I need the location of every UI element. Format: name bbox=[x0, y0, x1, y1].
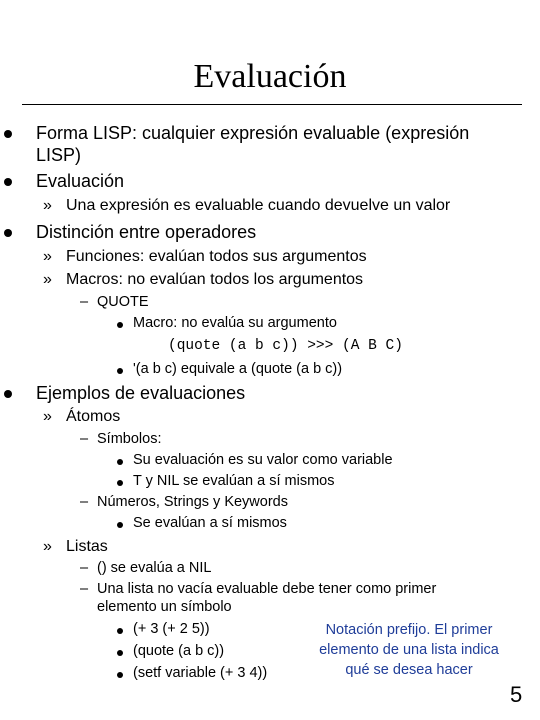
bullet-dot bbox=[4, 130, 12, 138]
item-quote-macro: Macro: no evalúa su argumento bbox=[133, 315, 337, 331]
sub-atomos: Átomos bbox=[66, 408, 121, 425]
bullet-evaluacion: Evaluación bbox=[36, 171, 125, 191]
bullet-distincion: Distinción entre operadores bbox=[36, 222, 257, 242]
page-number: 5 bbox=[510, 682, 523, 707]
dash-marker: – bbox=[80, 581, 89, 597]
example-1: (+ 3 (+ 2 5)) bbox=[133, 621, 210, 637]
bullet-dot-small bbox=[117, 480, 123, 486]
page-title: Evaluación bbox=[193, 58, 347, 95]
item-numeros-1: Se evalúan a sí mismos bbox=[133, 515, 287, 531]
prefix-note-line: Notación prefijo. El primer bbox=[325, 622, 493, 638]
item-lista-novacia: Una lista no vacía evaluable debe tener como primer bbox=[97, 581, 437, 597]
dash-marker: – bbox=[80, 294, 89, 310]
example-3: (setf variable (+ 3 4)) bbox=[133, 665, 268, 681]
sub-funciones: Funciones: evalúan todos sus argumentos bbox=[66, 248, 367, 265]
dash-marker: – bbox=[80, 560, 89, 576]
bullet-dot bbox=[4, 390, 12, 398]
bullet-dot-small bbox=[117, 322, 123, 328]
bullet-forma-lisp: Forma LISP: cualquier expresión evaluable (expresión bbox=[36, 123, 470, 143]
dash-marker: – bbox=[80, 431, 89, 447]
item-simbolos: Símbolos: bbox=[97, 431, 162, 447]
item-quote: QUOTE bbox=[97, 294, 149, 310]
bullet-forma-lisp-cont: LISP) bbox=[36, 145, 82, 165]
item-lista-novacia-cont: elemento un símbolo bbox=[97, 599, 232, 615]
item-numeros: Números, Strings y Keywords bbox=[97, 494, 288, 510]
sub-evaluacion: Una expresión es evaluable cuando devuelve un valor bbox=[66, 197, 451, 214]
bullet-dot-small bbox=[117, 522, 123, 528]
item-lista-vacia: () se evalúa a NIL bbox=[97, 560, 212, 576]
code-quote-example: (quote (a b c)) >>> (A B C) bbox=[168, 338, 403, 354]
bullet-dot bbox=[4, 178, 12, 186]
title-rule bbox=[22, 104, 522, 105]
example-2: (quote (a b c)) bbox=[133, 643, 225, 659]
bullet-dot-small bbox=[117, 650, 123, 656]
sub-marker: » bbox=[43, 197, 52, 214]
sub-marker: » bbox=[43, 538, 52, 555]
bullet-dot-small bbox=[117, 459, 123, 465]
dash-marker: – bbox=[80, 494, 89, 510]
bullet-dot-small bbox=[117, 628, 123, 634]
bullet-dot-small bbox=[117, 368, 123, 374]
item-quote-equiv: '(a b c) equivale a (quote (a b c)) bbox=[133, 361, 343, 377]
item-simbolos-2: T y NIL se evalúan a sí mismos bbox=[133, 473, 335, 489]
sub-listas: Listas bbox=[66, 538, 108, 555]
sub-marker: » bbox=[43, 271, 52, 288]
bullet-dot-small bbox=[117, 672, 123, 678]
prefix-note-line: qué se desea hacer bbox=[345, 662, 473, 678]
prefix-note-line: elemento de una lista indica bbox=[319, 642, 499, 658]
item-simbolos-1: Su evaluación es su valor como variable bbox=[133, 452, 393, 468]
bullet-ejemplos: Ejemplos de evaluaciones bbox=[36, 383, 246, 403]
sub-marker: » bbox=[43, 408, 52, 425]
sub-marker: » bbox=[43, 248, 52, 265]
sub-macros: Macros: no evalúan todos los argumentos bbox=[66, 271, 364, 288]
bullet-dot bbox=[4, 229, 12, 237]
prefix-note bbox=[302, 620, 516, 680]
